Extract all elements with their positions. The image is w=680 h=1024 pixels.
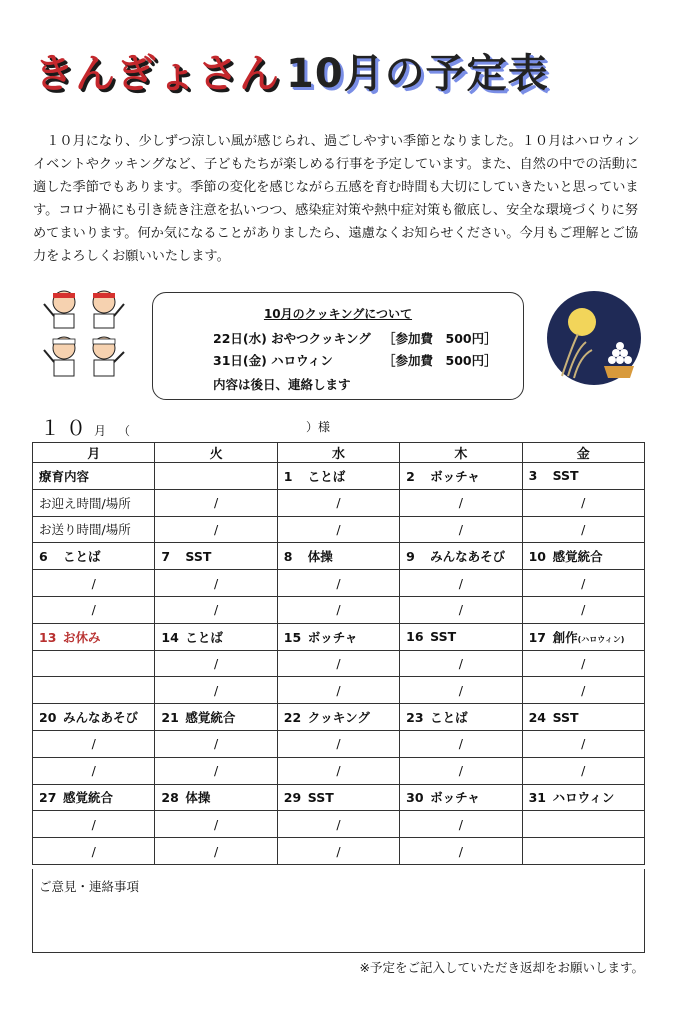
pickup-row <box>33 650 645 677</box>
cooking-fee: ［参加費 500円］ <box>383 331 497 346</box>
opinion-box[interactable] <box>32 869 645 953</box>
day-cell <box>33 784 155 811</box>
day-number: 27 <box>39 790 57 806</box>
dropoff-slot[interactable]: / <box>33 757 155 784</box>
dropoff-slot[interactable]: / <box>155 838 277 865</box>
weekday-header: 木 <box>400 443 522 463</box>
pickup-slot[interactable]: / <box>522 730 644 757</box>
dropoff-slot[interactable]: / <box>522 596 644 623</box>
day-activity: SST <box>552 709 579 725</box>
day-cell <box>522 543 644 570</box>
day-activity: ボッチャ <box>430 790 480 806</box>
day-number: 17 <box>528 629 546 645</box>
dropoff-slot[interactable]: / <box>155 677 277 704</box>
day-cell <box>522 704 644 731</box>
day-cell <box>155 704 277 731</box>
empty-cell <box>522 838 644 865</box>
name-paren-close: ）様 <box>306 420 331 434</box>
day-activity: 感覚統合 <box>63 790 114 806</box>
empty-cell <box>522 811 644 838</box>
day-activity: ボッチャ <box>307 629 358 645</box>
day-cell <box>277 623 399 650</box>
month-number: １０ <box>40 416 92 440</box>
child-figure <box>44 291 75 328</box>
day-row <box>33 704 645 731</box>
dropoff-slot[interactable]: / <box>277 838 399 865</box>
pickup-slot[interactable]: / <box>277 570 399 597</box>
pickup-slot[interactable]: / <box>277 811 399 838</box>
empty-cell <box>155 463 277 490</box>
day-number: 13 <box>39 629 57 645</box>
day-activity: SST <box>552 468 579 484</box>
day-activity: 感覚統合 <box>185 710 236 726</box>
pickup-row <box>33 730 645 757</box>
day-cell <box>277 704 399 731</box>
day-number: 29 <box>283 789 302 805</box>
name-paren-open: （ <box>118 424 131 438</box>
day-row <box>33 784 645 811</box>
day-cell <box>33 704 155 731</box>
pickup-slot[interactable]: / <box>277 730 399 757</box>
dropoff-row <box>33 757 645 784</box>
month-unit: 月 <box>94 424 107 438</box>
day-number: 14 <box>161 629 179 645</box>
day-number: 1 <box>283 468 293 484</box>
weekday-header: 月 <box>33 443 155 463</box>
day-number: 3 <box>528 468 538 484</box>
cooking-title: 10月のクッキングについて <box>263 307 413 321</box>
day-activity: SST <box>185 548 212 564</box>
holiday-cell <box>33 623 155 650</box>
dropoff-row <box>33 838 645 865</box>
day-number: 7 <box>161 548 171 564</box>
schedule-calendar <box>32 442 645 865</box>
cooking-item <box>213 351 497 369</box>
day-activity: 体操 <box>185 790 211 806</box>
weekday-header: 金 <box>522 443 644 463</box>
weekday-header: 水 <box>277 443 399 463</box>
day-cell <box>400 463 522 490</box>
row-label: お送り時間/場所 <box>33 516 155 543</box>
pickup-slot[interactable]: / <box>522 489 644 516</box>
pickup-row <box>33 489 645 516</box>
dropoff-slot[interactable]: / <box>400 596 522 623</box>
moon-viewing-illustration <box>546 290 642 386</box>
pickup-slot[interactable]: / <box>277 650 399 677</box>
day-row <box>33 543 645 570</box>
pickup-row <box>33 811 645 838</box>
pickup-row <box>33 570 645 597</box>
pickup-slot[interactable]: / <box>400 730 522 757</box>
opinion-label: ご意見・連絡事項 <box>39 879 140 894</box>
name-entry-line <box>40 412 331 440</box>
dropoff-row <box>33 596 645 623</box>
day-activity: お休み <box>63 629 101 645</box>
dropoff-slot[interactable]: / <box>277 596 399 623</box>
cooking-note: 内容は後日、連絡します <box>213 377 351 392</box>
day-activity: ことば <box>430 710 468 726</box>
dropoff-slot[interactable]: / <box>277 757 399 784</box>
day-activity: SST <box>307 789 334 805</box>
day-cell <box>522 623 644 650</box>
dropoff-slot[interactable]: / <box>155 516 277 543</box>
dropoff-slot[interactable]: / <box>400 677 522 704</box>
day-activity: ボッチャ <box>430 468 480 484</box>
day-number: 2 <box>406 468 415 484</box>
day-activity: ことば <box>185 629 223 645</box>
day-row <box>33 623 645 650</box>
day-cell <box>400 704 522 731</box>
row-label: お迎え時間/場所 <box>33 489 155 516</box>
child-figure <box>44 337 75 376</box>
day-number: 6 <box>39 549 48 565</box>
day-activity: SST <box>430 629 457 645</box>
dropoff-slot[interactable]: / <box>400 757 522 784</box>
pickup-slot[interactable]: / <box>155 650 277 677</box>
day-activity: 創作 <box>552 629 578 645</box>
day-cell <box>277 463 399 490</box>
cooking-date: 22日(水) おやつクッキング <box>213 331 371 346</box>
cooking-item <box>213 329 497 347</box>
weekday-header-row <box>33 443 645 463</box>
return-note: ※予定をご記入していただき返却をお願いします。 <box>359 960 644 975</box>
dropoff-slot[interactable]: / <box>400 838 522 865</box>
day-cell <box>155 623 277 650</box>
day-cell <box>400 784 522 811</box>
day-number: 23 <box>406 710 424 726</box>
day-number: 21 <box>161 710 179 726</box>
cooking-date: 31日(金) ハロウィン <box>213 353 333 368</box>
pickup-slot[interactable]: / <box>155 489 277 516</box>
dropoff-slot[interactable]: / <box>277 677 399 704</box>
dropoff-row <box>33 677 645 704</box>
day-activity: 感覚統合 <box>552 549 603 565</box>
day-cell <box>522 463 644 490</box>
pickup-slot[interactable]: / <box>400 811 522 838</box>
day-number: 8 <box>283 549 293 565</box>
day-number: 15 <box>283 629 302 645</box>
pickup-slot[interactable]: / <box>522 570 644 597</box>
day-cell <box>155 543 277 570</box>
day-row <box>33 463 645 490</box>
day-activity: ことば <box>63 549 101 565</box>
day-number: 9 <box>406 549 415 565</box>
class-name: きんぎょさん <box>34 51 280 97</box>
day-number: 22 <box>283 710 302 726</box>
day-number: 20 <box>39 710 57 726</box>
day-activity: クッキング <box>307 710 370 726</box>
dropoff-slot[interactable]: / <box>400 516 522 543</box>
pickup-slot[interactable]: / <box>522 650 644 677</box>
dropoff-slot[interactable]: / <box>155 757 277 784</box>
day-number: 16 <box>406 629 424 645</box>
pickup-slot[interactable]: / <box>33 570 155 597</box>
day-cell <box>277 543 399 570</box>
intro-paragraph: １０月になり、少しずつ涼しい風が感じられ、過ごしやすい季節となりました。１０月はハロウィンイベントやクッキングなど、子どもたちが楽しめる行事を予定しています。また、自然の中での活動に適した季節でもあります。季節の変化を感じながら五感を育む時間も大切にしていきたいと思っています。コロナ禍にも引き続き注意を払いつつ、感染症対策や熱中症対策も徹底し、安全な環境づくりに努めてまいります。何か気になることがありましたら、遠慮なくお知らせください。今月もご理解とご協力をよろしくお願いいたします。 <box>33 134 640 264</box>
row-label: 療育内容 <box>33 463 155 490</box>
day-cell <box>400 623 522 650</box>
schedule-title: 10月の予定表 <box>286 51 549 97</box>
pickup-slot[interactable]: / <box>400 650 522 677</box>
pickup-slot[interactable]: / <box>155 730 277 757</box>
day-activity: みんなあそび <box>430 549 506 565</box>
pickup-slot[interactable]: / <box>155 570 277 597</box>
day-cell <box>277 784 399 811</box>
dropoff-slot[interactable]: / <box>33 596 155 623</box>
dropoff-slot[interactable]: / <box>33 838 155 865</box>
day-number: 31 <box>528 790 546 806</box>
dropoff-slot[interactable]: / <box>522 757 644 784</box>
pickup-slot[interactable]: / <box>277 489 399 516</box>
dropoff-row <box>33 516 645 543</box>
pickup-slot[interactable]: / <box>33 730 155 757</box>
dropoff-slot[interactable]: / <box>522 516 644 543</box>
cooking-fee: ［参加費 500円］ <box>383 353 497 368</box>
day-activity: ハロウィン <box>552 790 615 806</box>
empty-cell <box>33 677 155 704</box>
day-cell <box>155 784 277 811</box>
day-activity-sub: (ハロウィン) <box>577 634 625 644</box>
day-activity: みんなあそび <box>63 710 139 726</box>
day-activity: ことば <box>307 468 346 484</box>
pickup-slot[interactable]: / <box>33 811 155 838</box>
day-cell <box>400 543 522 570</box>
pickup-slot[interactable]: / <box>400 489 522 516</box>
weekday-header: 火 <box>155 443 277 463</box>
children-illustration <box>40 282 130 382</box>
pickup-slot[interactable]: / <box>400 570 522 597</box>
dropoff-slot[interactable]: / <box>277 516 399 543</box>
pickup-slot[interactable]: / <box>155 811 277 838</box>
empty-cell <box>33 650 155 677</box>
child-figure <box>93 291 124 328</box>
dropoff-slot[interactable]: / <box>155 596 277 623</box>
day-cell <box>33 543 155 570</box>
day-number: 30 <box>406 790 424 806</box>
day-number: 24 <box>528 709 546 725</box>
day-activity: 体操 <box>307 549 333 565</box>
dropoff-slot[interactable]: / <box>522 677 644 704</box>
cooking-info-box <box>152 292 524 400</box>
day-cell <box>522 784 644 811</box>
child-figure <box>93 337 124 376</box>
day-number: 28 <box>161 790 179 806</box>
page-title <box>34 46 549 106</box>
day-number: 10 <box>528 549 546 565</box>
